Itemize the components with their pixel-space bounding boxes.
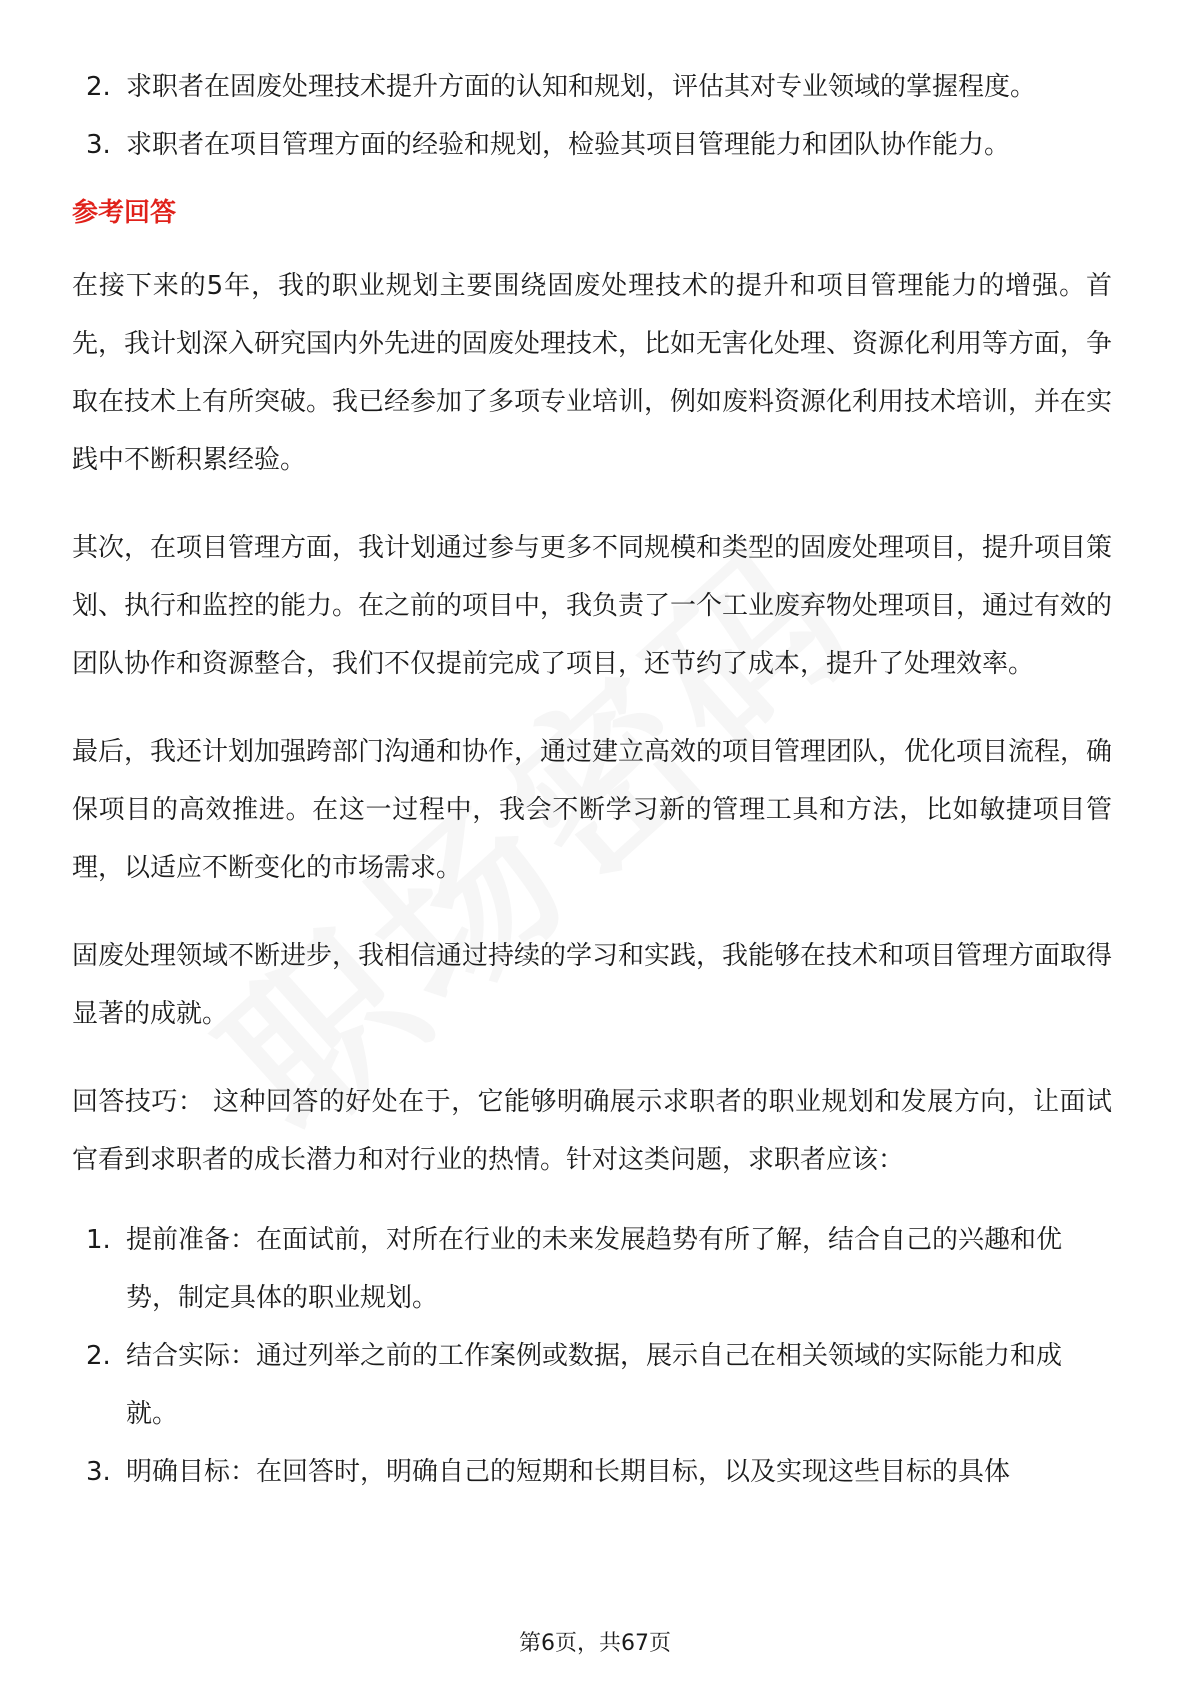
page-number-footer: 第6页，共67页 xyxy=(519,1631,671,1656)
list-number: 3. xyxy=(86,1457,111,1487)
answer-paragraph: 在接下来的5年，我的职业规划主要围绕固废处理技术的提升和项目管理能力的增强。首先，我计划深入研究国内外先进的固废处理技术，比如无害化处理、资源化利用等方面，争取在技术上有所突破。我已经参加了多项专业培训，例如废料资源化利用技术培训，并在实践中不断积累经验。 xyxy=(72,271,1113,475)
list-item xyxy=(72,1327,1112,1443)
tips-list xyxy=(72,1211,1112,1501)
section-heading: 参考回答 xyxy=(72,198,177,228)
answer-paragraph: 其次，在项目管理方面，我计划通过参与更多不同规模和类型的固废处理项目，提升项目策划、执行和监控的能力。在之前的项目中，我负责了一个工业废弃物处理项目，通过有效的团队协作和资源整合，我们不仅提前完成了项目，还节约了成本，提升了处理效率。 xyxy=(72,533,1113,679)
answer-tips-paragraph: 回答技巧： 这种回答的好处在于，它能够明确展示求职者的职业规划和发展方向，让面试官看到求职者的成长潜力和对行业的热情。针对这类问题，求职者应该： xyxy=(72,1087,1112,1175)
list-text: 提前准备：在面试前，对所在行业的未来发展趋势有所了解，结合自己的兴趣和优势，制定具体的职业规划。 xyxy=(126,1225,1063,1313)
list-text: 求职者在固废处理技术提升方面的认知和规划，评估其对专业领域的掌握程度。 xyxy=(126,72,1037,102)
answer-paragraph: 固废处理领域不断进步，我相信通过持续的学习和实践，我能够在技术和项目管理方面取得显著的成就。 xyxy=(72,941,1113,1029)
list-item xyxy=(72,58,1112,116)
list-text: 明确目标：在回答时，明确自己的短期和长期目标，以及实现这些目标的具体 xyxy=(126,1457,1011,1487)
list-text: 求职者在项目管理方面的经验和规划，检验其项目管理能力和团队协作能力。 xyxy=(126,130,1011,160)
question-points-list xyxy=(72,58,1112,174)
answer-paragraph: 最后，我还计划加强跨部门沟通和协作，通过建立高效的项目管理团队，优化项目流程，确保项目的高效推进。在这一过程中，我会不断学习新的管理工具和方法，比如敏捷项目管理，以适应不断变化的市场需求。 xyxy=(72,737,1113,883)
list-number: 2. xyxy=(86,72,111,102)
list-text: 结合实际：通过列举之前的工作案例或数据，展示自己在相关领域的实际能力和成就。 xyxy=(126,1341,1063,1429)
list-item xyxy=(72,1211,1112,1327)
list-item xyxy=(72,1443,1112,1501)
page-content xyxy=(72,58,1112,1501)
list-item xyxy=(72,116,1112,174)
list-number: 3. xyxy=(86,130,111,160)
list-number: 2. xyxy=(86,1341,111,1371)
list-number: 1. xyxy=(86,1225,111,1255)
